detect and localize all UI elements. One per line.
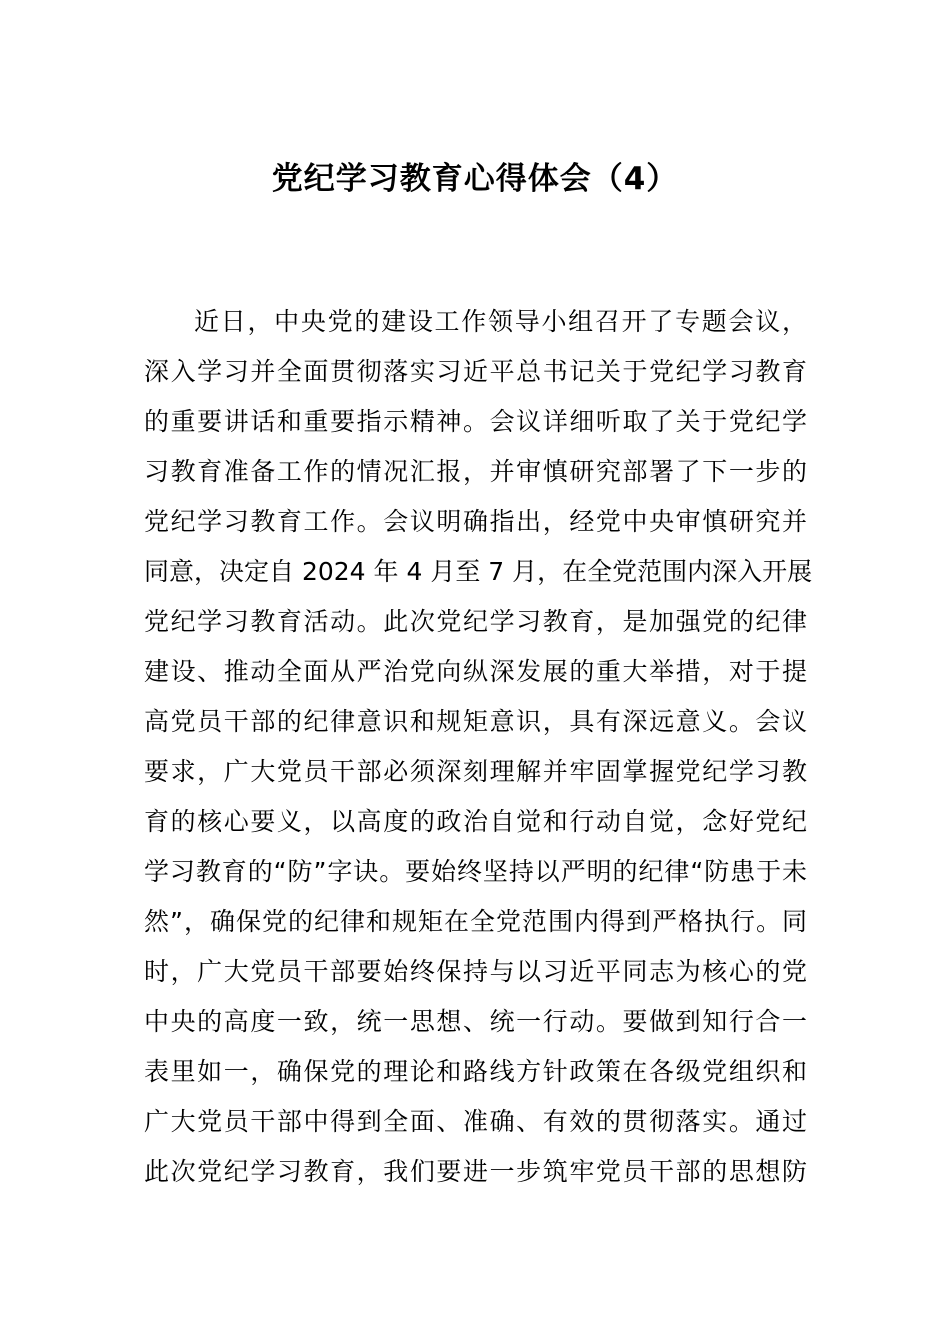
- body-line: 要求，广大党员干部必须深刻理解并牢固掌握党纪学习教: [144, 757, 807, 786]
- body-line: 学习教育的“防”字诀。要始终坚持以严明的纪律“防患于未: [144, 857, 807, 886]
- body-line: 中央的高度一致，统一思想、统一行动。要做到知行合一: [144, 1007, 807, 1036]
- body-line: 近日，中央党的建设工作领导小组召开了专题会议，: [194, 307, 807, 336]
- body-line: 育的核心要义，以高度的政治自觉和行动自觉，念好党纪: [144, 807, 807, 836]
- body-line: 建设、推动全面从严治党向纵深发展的重大举措，对于提: [144, 657, 807, 686]
- body-line: 党纪学习教育活动。此次党纪学习教育，是加强党的纪律: [144, 607, 807, 636]
- body-line: 然”，确保党的纪律和规矩在全党范围内得到严格执行。同: [144, 907, 807, 936]
- body-line: 习教育准备工作的情况汇报，并审慎研究部署了下一步的: [144, 457, 807, 486]
- body-line: 同意，决定自 2024 年 4 月至 7 月，在全党范围内深入开展: [144, 557, 813, 586]
- body-line: 广大党员干部中得到全面、准确、有效的贯彻落实。通过: [144, 1107, 807, 1136]
- body-line: 深入学习并全面贯彻落实习近平总书记关于党纪学习教育: [144, 357, 807, 386]
- body-line: 时，广大党员干部要始终保持与以习近平同志为核心的党: [144, 957, 807, 986]
- body-line: 高党员干部的纪律意识和规矩意识，具有深远意义。会议: [144, 707, 807, 736]
- body-line: 此次党纪学习教育，我们要进一步筑牢党员干部的思想防: [144, 1157, 807, 1186]
- document-title: 党纪学习教育心得体会（4）: [271, 161, 679, 197]
- document-body: [144, 297, 813, 1197]
- body-line: 表里如一，确保党的理论和路线方针政策在各级党组织和: [144, 1057, 807, 1086]
- body-line: 的重要讲话和重要指示精神。会议详细听取了关于党纪学: [144, 407, 807, 436]
- body-line: 党纪学习教育工作。会议明确指出，经党中央审慎研究并: [144, 507, 807, 536]
